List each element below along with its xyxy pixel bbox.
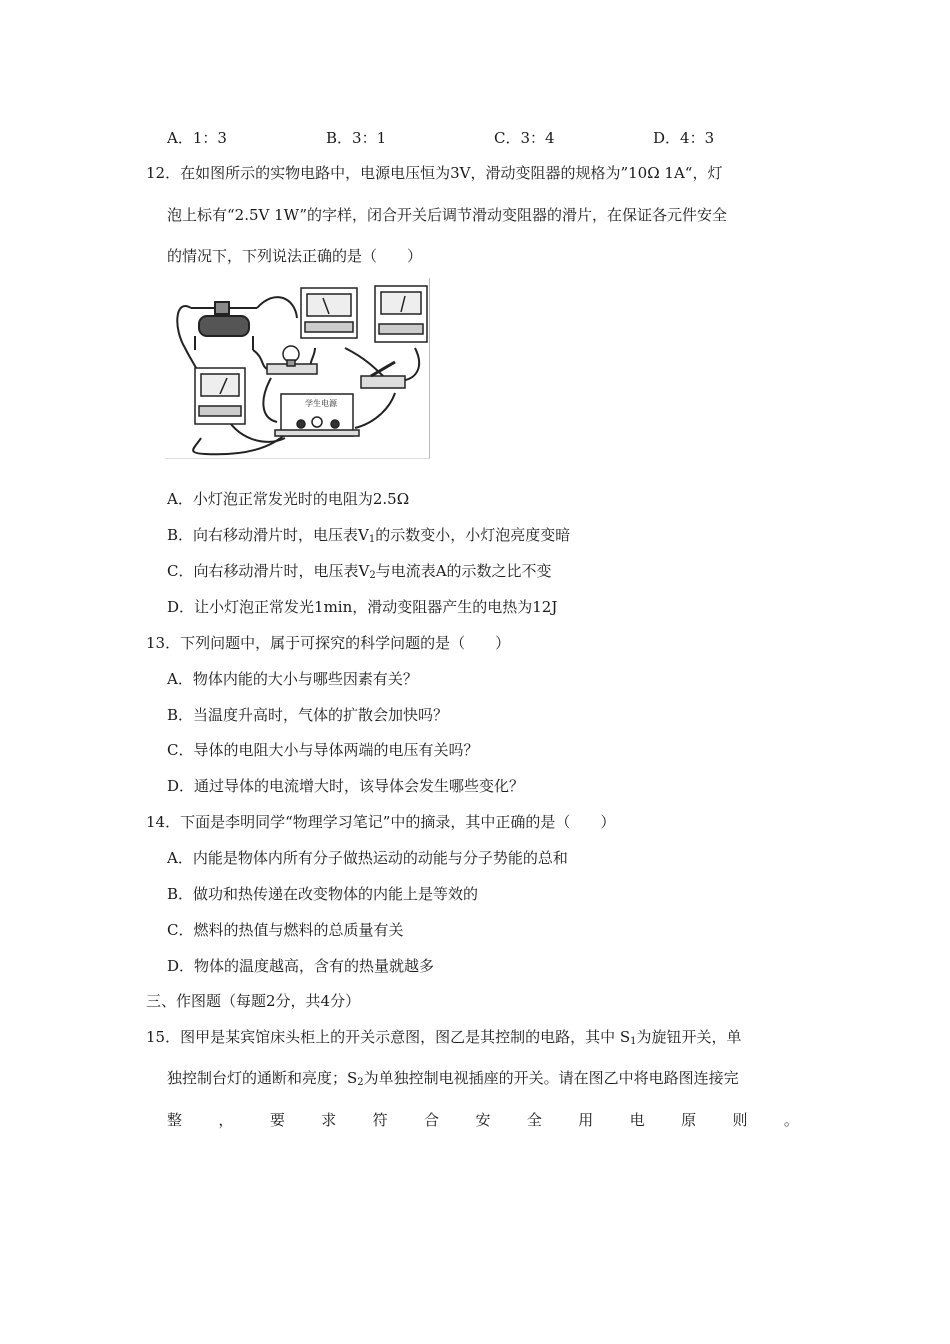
q14-option-a: A．内能是物体内所有分子做热运动的动能与分子势能的总和 bbox=[167, 849, 568, 867]
q12-option-c bbox=[167, 561, 552, 586]
q14-stem: 14．下面是李明同学“物理学习笔记”中的摘录，其中正确的是（ ） bbox=[146, 813, 616, 831]
section3-heading: 三、作图题（每题2分，共4分） bbox=[146, 992, 361, 1010]
q15-line2-pre: 独控制台灯的通断和亮度；S bbox=[167, 1069, 358, 1087]
q12-option-b-post: 的示数变小，小灯泡亮度变暗 bbox=[375, 526, 571, 544]
q12-option-b bbox=[167, 525, 570, 550]
q15-line1-sub: 1 bbox=[630, 1036, 637, 1047]
ammeter-a bbox=[375, 286, 427, 342]
q14-option-c: C．燃料的热值与燃料的总质量有关 bbox=[167, 921, 404, 939]
q15-line2-post: 为单独控制电视插座的开关。请在图乙中将电路图连接完 bbox=[363, 1069, 739, 1087]
rheostat-coil bbox=[199, 316, 249, 336]
q12-option-a: A．小灯泡正常发光时的电阻为2.5Ω bbox=[167, 490, 410, 508]
q11-option-b: B．3：1 bbox=[326, 129, 387, 147]
q12-option-d: D．让小灯泡正常发光1min，滑动变阻器产生的电热为12J bbox=[167, 598, 558, 616]
q13-option-c: C．导体的电阻大小与导体两端的电压有关吗？ bbox=[167, 741, 479, 759]
q12-option-c-sub: 2 bbox=[369, 570, 376, 581]
supply-label: 学生电源 bbox=[305, 399, 337, 408]
q12-stem-line2: 泡上标有“2.5V 1W”的字样，闭合开关后调节滑动变阻器的滑片，在保证各元件安全 bbox=[167, 206, 728, 224]
lamp bbox=[267, 346, 317, 374]
q15-line3-char: 原 bbox=[681, 1111, 697, 1129]
q15-line3-char: 安 bbox=[475, 1111, 491, 1129]
q15-line3-char: 。 bbox=[783, 1111, 799, 1129]
q15-line3-char: 符 bbox=[372, 1111, 388, 1129]
q11-option-c: C．3：4 bbox=[494, 129, 555, 147]
q15-line1-post: 为旋钮开关，单 bbox=[636, 1028, 742, 1046]
q15-line3-char: 要 bbox=[269, 1111, 285, 1129]
q15-line3-char: 全 bbox=[526, 1111, 542, 1129]
q14-option-d: D．物体的温度越高，含有的热量就越多 bbox=[167, 957, 435, 975]
circuit-diagram bbox=[165, 278, 429, 458]
q15-line2 bbox=[167, 1068, 739, 1093]
q13-option-d: D．通过导体的电流增大时，该导体会发生哪些变化？ bbox=[167, 777, 525, 795]
q15-line3-char: 合 bbox=[424, 1111, 440, 1129]
q15-line3-char: 则 bbox=[732, 1111, 748, 1129]
q12-option-b-pre: B．向右移动滑片时，电压表V bbox=[167, 526, 369, 544]
q12-stem-line3: 的情况下，下列说法正确的是（ ） bbox=[167, 247, 423, 265]
q13-option-a: A．物体内能的大小与哪些因素有关？ bbox=[167, 670, 418, 688]
q15-line1 bbox=[146, 1027, 742, 1052]
rheostat-slider bbox=[215, 302, 229, 314]
q15-line3-char: 电 bbox=[629, 1111, 645, 1129]
q11-option-a: A．1：3 bbox=[167, 129, 227, 147]
q15-line1-pre: 15．图甲是某宾馆床头柜上的开关示意图，图乙是其控制的电路，其中 S bbox=[146, 1028, 631, 1046]
q12-option-c-pre: C．向右移动滑片时，电压表V bbox=[167, 562, 370, 580]
q15-line3-char: 求 bbox=[321, 1111, 337, 1129]
q15-line3 bbox=[167, 1110, 799, 1130]
q15-line3-char: ， bbox=[218, 1111, 234, 1129]
q13-stem: 13．下列问题中，属于可探究的科学问题的是（ ） bbox=[146, 634, 511, 652]
q15-line3-char: 用 bbox=[578, 1111, 594, 1129]
voltmeter-v1 bbox=[301, 288, 357, 338]
voltmeter-v2 bbox=[195, 368, 245, 424]
q15-line3-char: 整 bbox=[167, 1111, 183, 1129]
q13-option-b: B．当温度升高时，气体的扩散会加快吗？ bbox=[167, 706, 449, 724]
q14-option-b: B．做功和热传递在改变物体的内能上是等效的 bbox=[167, 885, 479, 903]
circuit-figure bbox=[165, 278, 430, 459]
q12-option-b-sub: 1 bbox=[368, 534, 376, 545]
q11-option-d: D．4：3 bbox=[653, 129, 715, 147]
q12-stem-line1: 12．在如图所示的实物电路中，电源电压恒为3V，滑动变阻器的规格为”10Ω 1A“，灯 bbox=[146, 164, 723, 182]
q15-line2-sub: 2 bbox=[357, 1077, 364, 1088]
q12-option-c-post: 与电流表A的示数之比不变 bbox=[375, 562, 552, 580]
